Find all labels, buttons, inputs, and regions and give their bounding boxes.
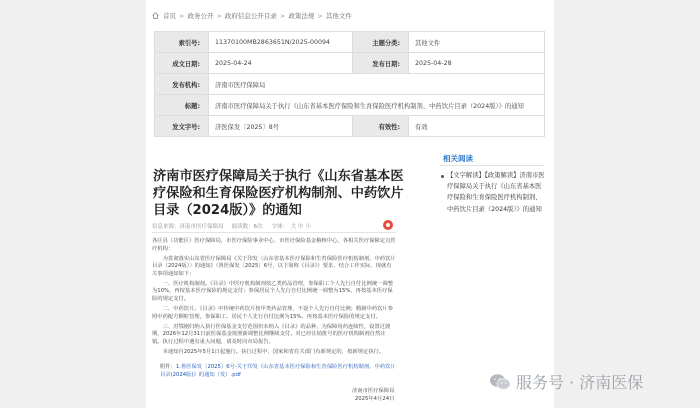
attachment-prefix: 附件：: [160, 364, 176, 370]
pub-date-label: 发布日期:: [353, 53, 409, 74]
paragraph: 二、中药饮片。《目录》中传统中药饮片按甲类药品管理，不设个人先行自付比例；精制中药饮片参照中药配方颗粒管理，参保职工、居民个人先行自付比例为15%，再按基本医疗保险的规定支付。: [152, 305, 394, 320]
article-meta: [152, 222, 392, 230]
date-label: 成文日期:: [155, 53, 209, 74]
related-item[interactable]: [441, 170, 545, 215]
signature: [352, 388, 394, 403]
document-info-table: [154, 31, 545, 137]
watermark-text: 服务号 · 济南医保: [516, 373, 644, 392]
article-title: 济南市医疗保障局关于执行《山东省基本医疗保险和生育保险医疗机构制剂、中药饮片目录（2024版）》的通知: [153, 169, 404, 218]
pub-date-value: 2025-04-28: [409, 53, 545, 74]
category-label: 主题分类:: [353, 32, 409, 53]
font-size-large[interactable]: 大: [290, 224, 297, 230]
subject-value: 济南市医疗保障局关于执行《山东省基本医疗保险和生育保险医疗机构制剂、中药饮片目录（2024版）》的通知: [209, 95, 545, 116]
breadcrumb-other-docs[interactable]: 其他文件: [325, 12, 352, 20]
category-value: 其他文件: [409, 32, 545, 53]
docno-value: 济医保发〔2025〕8号: [209, 116, 353, 137]
paragraph: 三、对鄂刚归纳入执行医保基金支付范围但未纳入《目录》的品种，为保障用药连续性，设置过渡期，2026年12月31日前医保基金按照新调整比例继续支付。对已经注销批号的医疗机构制剂自然注销。执行过程中遇有重大问题，请及时向市局报告。: [152, 323, 391, 345]
date-value: 2025-04-24: [209, 53, 353, 74]
font-size-small[interactable]: 小: [305, 224, 311, 230]
related-divider: [440, 165, 544, 166]
index-value: 11370100MB2863651N/2025-00094: [209, 32, 353, 53]
breadcrumb-policy[interactable]: 政策法规: [288, 12, 315, 20]
attachment: [160, 364, 396, 379]
breadcrumb-home[interactable]: 首页: [163, 12, 176, 20]
related-reading-list: [441, 170, 545, 215]
font-size-medium[interactable]: 中: [298, 224, 304, 230]
paragraph: 为贯彻落实山东省医疗保障局《关于印发〈山东省基本医疗保险和生育保险医疗机构制剂、中药饮片目录（2024版）〉的通知》（鲁医保发〔2025〕6号，以下简称《目录》）要求，结合工作实际，现就有关事项通知如下：: [152, 255, 396, 277]
issuer-label: 发布机构:: [155, 74, 209, 95]
signature-date: 2025年4月24日: [354, 395, 395, 402]
article-source: 信息来源：济南市医疗保障局: [152, 224, 224, 230]
font-size-label: 字体：: [271, 224, 289, 230]
attachment-link[interactable]: 1.鲁医保发〔2025〕6号-关于印发《山东省基本医疗保险和生育保险医疗机构制剂、中药饮片目录(2024版)》的通知（发）.pdf: [160, 364, 396, 378]
paragraph: 一、医疗机构制剂。《目录》中医疗机构制剂按乙类药品管理，参保职工个人先行自付比例统一调整为10%，再按基本医疗保险的规定支付；参保居民个人先行自付比例统一调整为15%，再按基本医疗保险的规定支付。: [152, 280, 394, 302]
divider: [152, 232, 396, 233]
home-icon: [152, 12, 159, 19]
salutation: 各区县（功能区）医疗保障局，市医疗保险事业中心、市医疗保险基金稽核中心，各相关医疗保障定点医疗机构：: [152, 238, 396, 252]
validity-value: 有效: [409, 116, 545, 137]
related-reading-title: 相关阅读: [443, 154, 473, 163]
wechat-logo-icon: [489, 373, 511, 391]
font-size-switcher: [271, 222, 311, 230]
paragraph: 本通知自2025年5月1日起施行。执行过程中，国家和省有关部门有新规定的，按新规定执行。: [162, 348, 385, 355]
breadcrumb-gov-affairs[interactable]: 政务公开: [187, 12, 214, 20]
breadcrumb-info-catalog[interactable]: 政府信息公开目录: [224, 12, 277, 20]
validity-label: 有效性:: [353, 116, 409, 137]
breadcrumb: 首页 > 政务公开 > 政府信息公开目录 > 政策法规 > 其他文件: [152, 11, 352, 20]
share-icon[interactable]: [383, 220, 393, 230]
docno-label: 发文字号:: [155, 116, 209, 137]
related-item-link[interactable]: 【文字解读】【政策解读】济南市医疗保障局关于执行《山东省基本医疗保险和生育保险医疗机构制剂、中药饮片目录（2024版）》的通知: [447, 172, 545, 213]
article-views: 阅读数：6次: [231, 224, 263, 230]
signature-org: 济南市医疗保障局: [352, 388, 395, 394]
article-body: [152, 238, 396, 359]
wechat-watermark: [489, 370, 643, 393]
subject-label: 标题:: [155, 95, 209, 116]
index-label: 索引号:: [155, 32, 209, 53]
issuer-value: 济南市医疗保障局: [209, 74, 545, 95]
